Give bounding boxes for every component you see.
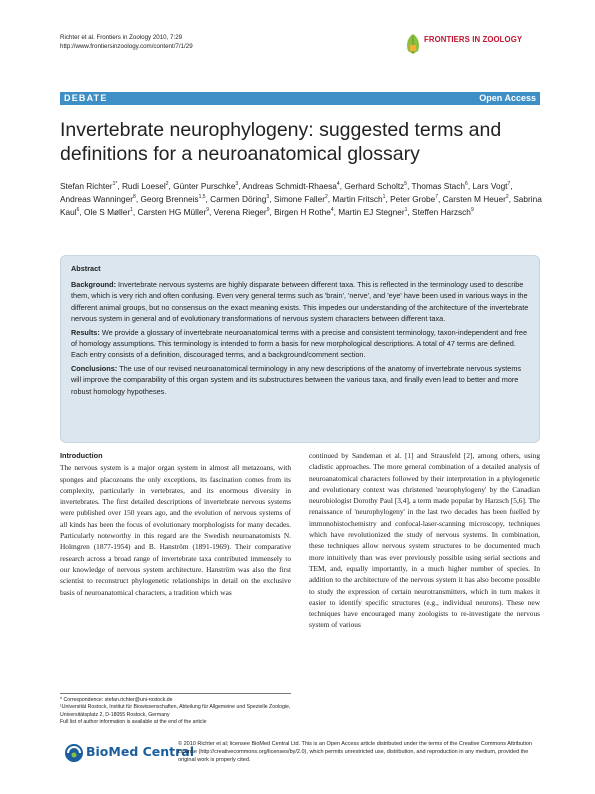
author-name: Martin Fritsch: [332, 194, 383, 204]
citation-line: Richter et al. Frontiers in Zoology 2010, 7:29: [60, 34, 183, 41]
author-name: Sabrina Kaul: [60, 194, 542, 217]
abstract-heading: Abstract: [71, 264, 101, 273]
conclusions-text: The use of our revised neuroanatomical terminology in any new descriptions of the anatomy of invertebrate nervous systems will improve the comparability of this organ system and its substructures between the various taxa, and finally even lead to better and more robust homology hypotheses.: [71, 363, 522, 396]
author-affiliation-marker: 5: [404, 181, 408, 188]
author-name: Verena Rieger: [213, 207, 267, 217]
author-name: Stefan Richter: [60, 181, 113, 191]
author-name: Lars Vogt: [472, 181, 508, 191]
article-type: DEBATE: [64, 93, 108, 103]
author-name: Andreas Wanninger: [60, 194, 134, 204]
author-affiliation-marker: 1: [382, 194, 386, 201]
author-entry: [472, 181, 510, 191]
author-entry: [344, 181, 407, 191]
author-affiliation-marker: 4: [336, 181, 340, 188]
open-access-label: Open Access: [479, 93, 536, 103]
author-name: Carsten M Heuer: [442, 194, 506, 204]
author-affiliation-marker: 9: [266, 207, 270, 214]
author-entry: [338, 207, 407, 217]
author-entry: [138, 207, 209, 217]
author-affiliation-marker: 1,5: [198, 194, 206, 201]
author-entry: [274, 207, 334, 217]
author-affiliation-marker: 3: [266, 194, 270, 201]
introduction-text-right: continued by Sandeman et al. [1] and Strausfeld [2], among others, using cladistic approaches. The more general combination of a detailed analysis of neuroanatomical characters followed by their interpretation in a phylogenetic and evolutionary context was christened 'neurophylogeny' by the Canadian neurobiologist Dorothy Paul [3,4], a term made popular by Harzsch [5,6]. The renaissance of 'neurophylogeny' in the last two decades has been fuelled by immunohistochemistry and confocal-laser-scanning microscopy, techniques which have revolutionized the study of nervous systems. In combination, these techniques allow nervous system structures to be documented much more intuitively than was ever previously possible using serial sections and TEM, and, equally importantly, in a much higher number of species. In addition to the architecture of the nervous system it has also become possible to study the expression of certain neurotransmitters, which in turn makes it easier to identify specific structures (e.g., individual neurons). These new techniques have encouraged many zoologists to re-investigate the nervous system of various: [309, 451, 540, 630]
author-name: Carsten HG Müller: [137, 207, 207, 217]
author-entry: [60, 194, 136, 204]
author-entry: [274, 194, 328, 204]
journal-leaf-icon: [405, 33, 421, 55]
biomed-central-emblem-icon: [64, 743, 84, 763]
affiliation-note: ¹Universität Rostock, Institut für Biowissenschaften, Abteilung für Allgemeine und Spezielle Zoologie, Universitätsplatz 2, D-18055 Rostock, Germany: [60, 704, 291, 718]
article-url[interactable]: http://www.frontiersinzoology.com/content/7/1/29: [60, 43, 193, 50]
author-name: Rudi Loesel: [121, 181, 166, 191]
abstract-conclusions: [71, 363, 529, 397]
author-entry: [84, 207, 133, 217]
article-type-banner: [60, 92, 540, 105]
results-label: Results:: [71, 327, 100, 337]
author-entry: [332, 194, 385, 204]
author-entry: [60, 181, 117, 191]
author-name: Günter Purschke: [173, 181, 236, 191]
author-affiliation-marker: 2: [165, 181, 169, 188]
author-affiliation-marker: 4: [330, 207, 334, 214]
author-affiliation-marker: 7: [507, 181, 511, 188]
author-entry: [412, 207, 474, 217]
body-column-right: [309, 450, 540, 631]
background-label: Background:: [71, 280, 116, 289]
author-entry: [173, 181, 238, 191]
author-name: Gerhard Scholtz: [344, 181, 405, 191]
introduction-text-left: The nervous system is a major organ system in almost all metazoans, with sponges and placozoans the only exceptions, its fascination comes from its complexity, particularly in vertebrates, and its enormous diversity in invertebrates. The first detailed descriptions of invertebrate nervous systems were published over 150 years ago, and the evolution of nervous systems of all kinds has been the focus of evolutionary morphologists for many decades. Particularly noteworthy in this regard are the Swedish neuroanatomists N. Holmgren (1877-1954) and B. Hanström (1891-1969). Their comparative research across a broad range of invertebrate taxa contributed immensely to our knowledge of nervous system architecture. Hanström was also the first scientist to reconstruct phylogenetic relationships in detail on the exclusive basis of neuroanatomical characters, a tradition which was: [60, 463, 291, 597]
author-entry: [210, 194, 269, 204]
author-affiliation-marker: 1: [404, 207, 408, 214]
author-entry: [214, 207, 270, 217]
background-text: Invertebrate nervous systems are highly disparate between different taxa. This is reflected in the terminology used to describe them, which is very rich and often confusing. Even very general terms such as 'brain', 'nerve', and 'eye' have been used in various ways in the different animal groups, but no consensus on the exact meaning exists. This impedes our understanding of the architecture of the invertebrate nervous system in general and of evolutionary transformations of nervous system characters between different taxa.: [71, 280, 529, 324]
author-affiliation-marker: 9: [206, 207, 210, 214]
author-affiliation-marker: 9: [470, 207, 474, 214]
conclusions-label: Conclusions:: [71, 363, 118, 373]
correspondence-note: * Correspondence: stefan.richter@uni-rostock.de: [60, 697, 173, 703]
journal-name: FRONTIERS IN ZOOLOGY: [424, 35, 523, 44]
author-entry: [412, 181, 468, 191]
author-entry: [242, 181, 339, 191]
author-entry: [122, 181, 169, 191]
header-citation: [60, 33, 193, 51]
author-entry: [140, 194, 205, 204]
author-name: Thomas Stach: [411, 181, 466, 191]
abstract-background: [71, 279, 529, 325]
abstract-results: [71, 327, 529, 361]
article-title: Invertebrate neurophylogeny: suggested terms and definitions for a neuroanatomical glossary: [60, 119, 502, 165]
biomed-central-wordmark: BioMed Central: [86, 744, 195, 759]
introduction-heading: Introduction: [60, 451, 103, 460]
author-name: Martin EJ Stegner: [338, 207, 405, 217]
author-affiliation-marker: 1: [130, 207, 133, 214]
author-name: Andreas Schmidt-Rhaesa: [242, 181, 337, 191]
biomed-central-logo: [64, 741, 195, 765]
abstract-box: [60, 255, 540, 443]
author-affiliation-marker: 6: [465, 181, 468, 188]
author-info-note: Full list of author information is available at the end of the article: [60, 718, 207, 725]
author-entry: [390, 194, 438, 204]
author-affiliation-marker: 8: [133, 194, 136, 201]
license-statement: © 2010 Richter et al; licensee BioMed Central Ltd. This is an Open Access article distributed under the terms of the Creative Commons Attribution License (http://creativecommons.org/licenses/by/2.0), which permits unrestricted use, distribution, and reproduction in any medium, provided the original work is properly cited.: [178, 741, 532, 763]
results-text: We provide a glossary of invertebrate neuroanatomical terms with a precise and consistent terminology, taxon-independent and free of homology assumptions. This terminology is intended to form a basis for new morphological descriptions. A total of 47 terms are defined. Each entry consists of a definition, discouraged terms, and a background/comment section.: [71, 327, 528, 360]
author-name: Simone Faller: [273, 194, 325, 204]
author-name: Steffen Harzsch: [412, 207, 471, 217]
author-name: Peter Grobe: [390, 194, 436, 204]
author-entry: [443, 194, 509, 204]
author-affiliation-marker: 1*: [112, 181, 118, 188]
author-affiliation-marker: 2: [505, 194, 509, 201]
author-name: Birgen H Rothe: [274, 207, 331, 217]
author-list: Stefan Richter$^{1*}$, Rudi Loesel$^2$, Günter Purschke$^3$, Andreas Schmidt-Rhaesa$^4$, Gerhard Scholtz$^5$, Thomas Stach$^6$, Lars Vogt$^7$, Andreas Wanninger$^8$, Georg Brenneis$^{1,5}$, Carmen Döring$^3$, Simone Faller$^2$, Martin Fritsch$^1$, Peter Grobe$^7$, Carsten M Heuer$^2$, Sabrina Kaul$^6$, Ole S Møller$^1$, Carsten HG Müller$^9$, Verena Rieger$^9$, Birgen H Rothe$^4$, Martin EJ Stegner$^1$, Steffen Harzsch$^9$: [60, 181, 542, 217]
author-affiliation-marker: 2: [325, 194, 328, 201]
author-affiliation-marker: 6: [76, 207, 80, 214]
author-name: Carmen Döring: [210, 194, 267, 204]
body-column-left: [60, 450, 291, 598]
author-affiliation-marker: 7: [435, 194, 439, 201]
author-name: Georg Brenneis: [140, 194, 199, 204]
footnotes: [60, 693, 291, 726]
journal-logo: [405, 33, 540, 67]
author-name: Ole S Møller: [84, 207, 131, 217]
author-affiliation-marker: 3: [235, 181, 239, 188]
